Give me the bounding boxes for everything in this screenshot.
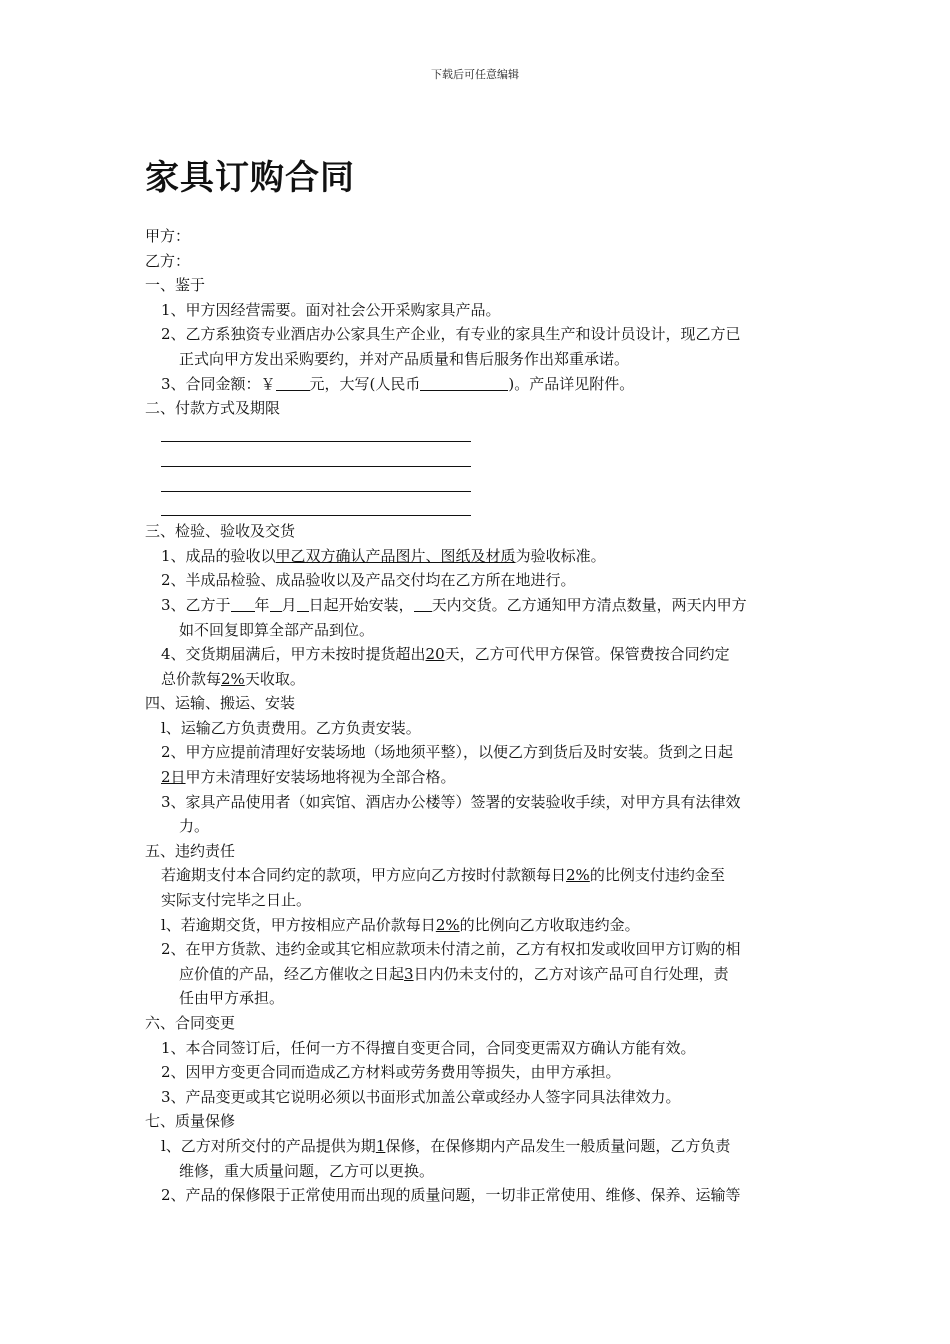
clause-text: 应价值的产品，经乙方催收之日起 — [179, 964, 405, 983]
clause-line — [145, 863, 810, 888]
payment-blank-line[interactable] — [145, 495, 810, 520]
clause-text: 维修，重大质量问题，乙方可以更换。 — [179, 1161, 435, 1180]
clause-text: 日内仍未支付的，乙方对该产品可自行处理，责 — [413, 964, 729, 983]
clause-text: 的比例向乙方收取违约金。 — [459, 915, 640, 934]
clause-text: 正式向甲方发出采购要约，并对产品质量和售后服务作出郑重承诺。 — [179, 349, 630, 368]
contract-body — [145, 224, 810, 1208]
underline — [161, 491, 471, 492]
clause-text: l、乙方对所交付的产品提供为期 — [161, 1136, 376, 1155]
clause-text: 1、本合同签订后，任何一方不得擅自变更合同，合同变更需双方确认方能有效。 — [161, 1038, 696, 1057]
clause-text: )。产品详见附件。 — [508, 374, 635, 393]
clause-text: 2、半成品检验、成品验收以及产品交付均在乙方所在地进行。 — [161, 571, 576, 590]
clause-amount — [145, 372, 810, 397]
clause-text: 日起开始安装， — [308, 595, 414, 614]
underline — [161, 515, 471, 516]
section-heading: 二、付款方式及期限 — [145, 399, 281, 418]
clause-text: 2、甲方应提前清理好安装场地（场地须平整），以便乙方到货后及时安装。货到之日起 — [161, 743, 734, 762]
clause-line — [145, 913, 810, 938]
clause-text: 3、合同金额：￥ — [161, 374, 276, 393]
payment-blank-line[interactable] — [145, 470, 810, 495]
payment-blank-line[interactable] — [145, 445, 810, 470]
document-title: 家具订购合同 — [145, 158, 355, 198]
clause-text: 4、交货期届满后，甲方未按时提货超出 — [161, 645, 426, 664]
underlined-text: 3 — [404, 964, 414, 983]
underlined-text: 2% — [566, 866, 590, 885]
section-heading: 七、质量保修 — [145, 1112, 236, 1131]
party-b-line: 乙方： — [145, 251, 191, 270]
clause-text: 若逾期支付本合同约定的款项，甲方应向乙方按时付款额每日 — [161, 866, 567, 885]
clause-text: 天内交货。乙方通知甲方清点数量，两天内甲方 — [431, 595, 747, 614]
clause-text: 月 — [281, 595, 297, 614]
fill-blank[interactable] — [276, 375, 310, 391]
clause-text: 天，乙方可代甲方保管。保管费按合同约定 — [444, 645, 730, 664]
clause-text: 元，大写(人民币 — [309, 374, 421, 393]
clause-text: 3、乙方于 — [161, 595, 231, 614]
section-heading: 三、检验、验收及交货 — [145, 522, 296, 541]
clause-text: l、运输乙方负责费用。乙方负责安装。 — [161, 718, 421, 737]
clause-text: 2、产品的保修限于正常使用而出现的质量问题，一切非正常使用、维修、保养、运输等 — [161, 1186, 741, 1205]
fill-blank[interactable] — [297, 596, 309, 612]
section-heading: 四、运输、搬运、安装 — [145, 694, 296, 713]
underlined-text: 2% — [221, 669, 245, 688]
clause-line — [145, 593, 810, 618]
clause-text: 如不回复即算全部产品到位。 — [179, 620, 375, 639]
clause-line — [145, 1134, 810, 1159]
underlined-text: 1 — [375, 1136, 386, 1155]
clause-text: 甲方未清理好安装场地将视为全部合格。 — [185, 768, 456, 787]
fill-blank[interactable] — [270, 596, 282, 612]
clause-text: 年 — [254, 595, 270, 614]
underline — [161, 466, 471, 467]
clause-line — [145, 544, 810, 569]
party-a-line: 甲方： — [145, 227, 191, 245]
clause-text: 天收取。 — [244, 669, 305, 688]
clause-text: 2、因甲方变更合同而造成乙方材料或劳务费用等损失，由甲方承担。 — [161, 1063, 621, 1082]
clause-text: 3、产品变更或其它说明必须以书面形式加盖公章或经办人签字同具法律效力。 — [161, 1087, 681, 1106]
clause-text: 为验收标准。 — [515, 546, 606, 565]
clause-text: 实际支付完毕之日止。 — [161, 891, 312, 910]
underlined-text: 2日 — [161, 768, 186, 787]
clause-text: 保修，在保修期内产品发生一般质量问题，乙方负责 — [385, 1136, 731, 1155]
section-heading: 一、鉴于 — [145, 276, 206, 295]
underlined-text: 2% — [435, 915, 460, 934]
clause-text: 2、在甲方货款、违约金或其它相应款项未付清之前，乙方有权扣发或收回甲方订购的相 — [161, 940, 741, 959]
fill-blank[interactable] — [414, 596, 432, 612]
section-heading: 五、违约责任 — [145, 841, 236, 860]
clause-text: 2、乙方系独资专业酒店办公家具生产企业，有专业的家具生产和设计员设计，现乙方已 — [161, 325, 741, 344]
underlined-text: 20 — [425, 645, 445, 664]
clause-text: 任由甲方承担。 — [179, 989, 285, 1008]
fill-blank[interactable] — [420, 375, 508, 391]
underlined-text: 甲乙双方确认产品图片、图纸及材质 — [275, 546, 516, 565]
clause-line — [145, 667, 810, 692]
fill-blank[interactable] — [231, 596, 255, 612]
clause-text: 1、成品的验收以 — [161, 546, 276, 565]
section-heading: 六、合同变更 — [145, 1014, 236, 1032]
clause-text: 的比例支付违约金至 — [589, 866, 725, 885]
payment-blank-line[interactable] — [145, 421, 810, 446]
clause-text: 1、甲方因经营需要。面对社会公开采购家具产品。 — [161, 300, 501, 319]
clause-line — [145, 765, 810, 790]
page-header: 下载后可任意编辑 — [431, 68, 519, 81]
clause-text: 总价款每 — [161, 669, 222, 688]
clause-text: l、若逾期交货，甲方按相应产品价款每日 — [161, 915, 436, 934]
clause-line — [145, 962, 810, 987]
clause-text: 力。 — [179, 817, 210, 836]
underline — [161, 441, 471, 442]
clause-line — [145, 642, 810, 667]
clause-text: 3、家具产品使用者（如宾馆、酒店办公楼等）签署的安装验收手续，对甲方具有法律效 — [161, 792, 741, 811]
